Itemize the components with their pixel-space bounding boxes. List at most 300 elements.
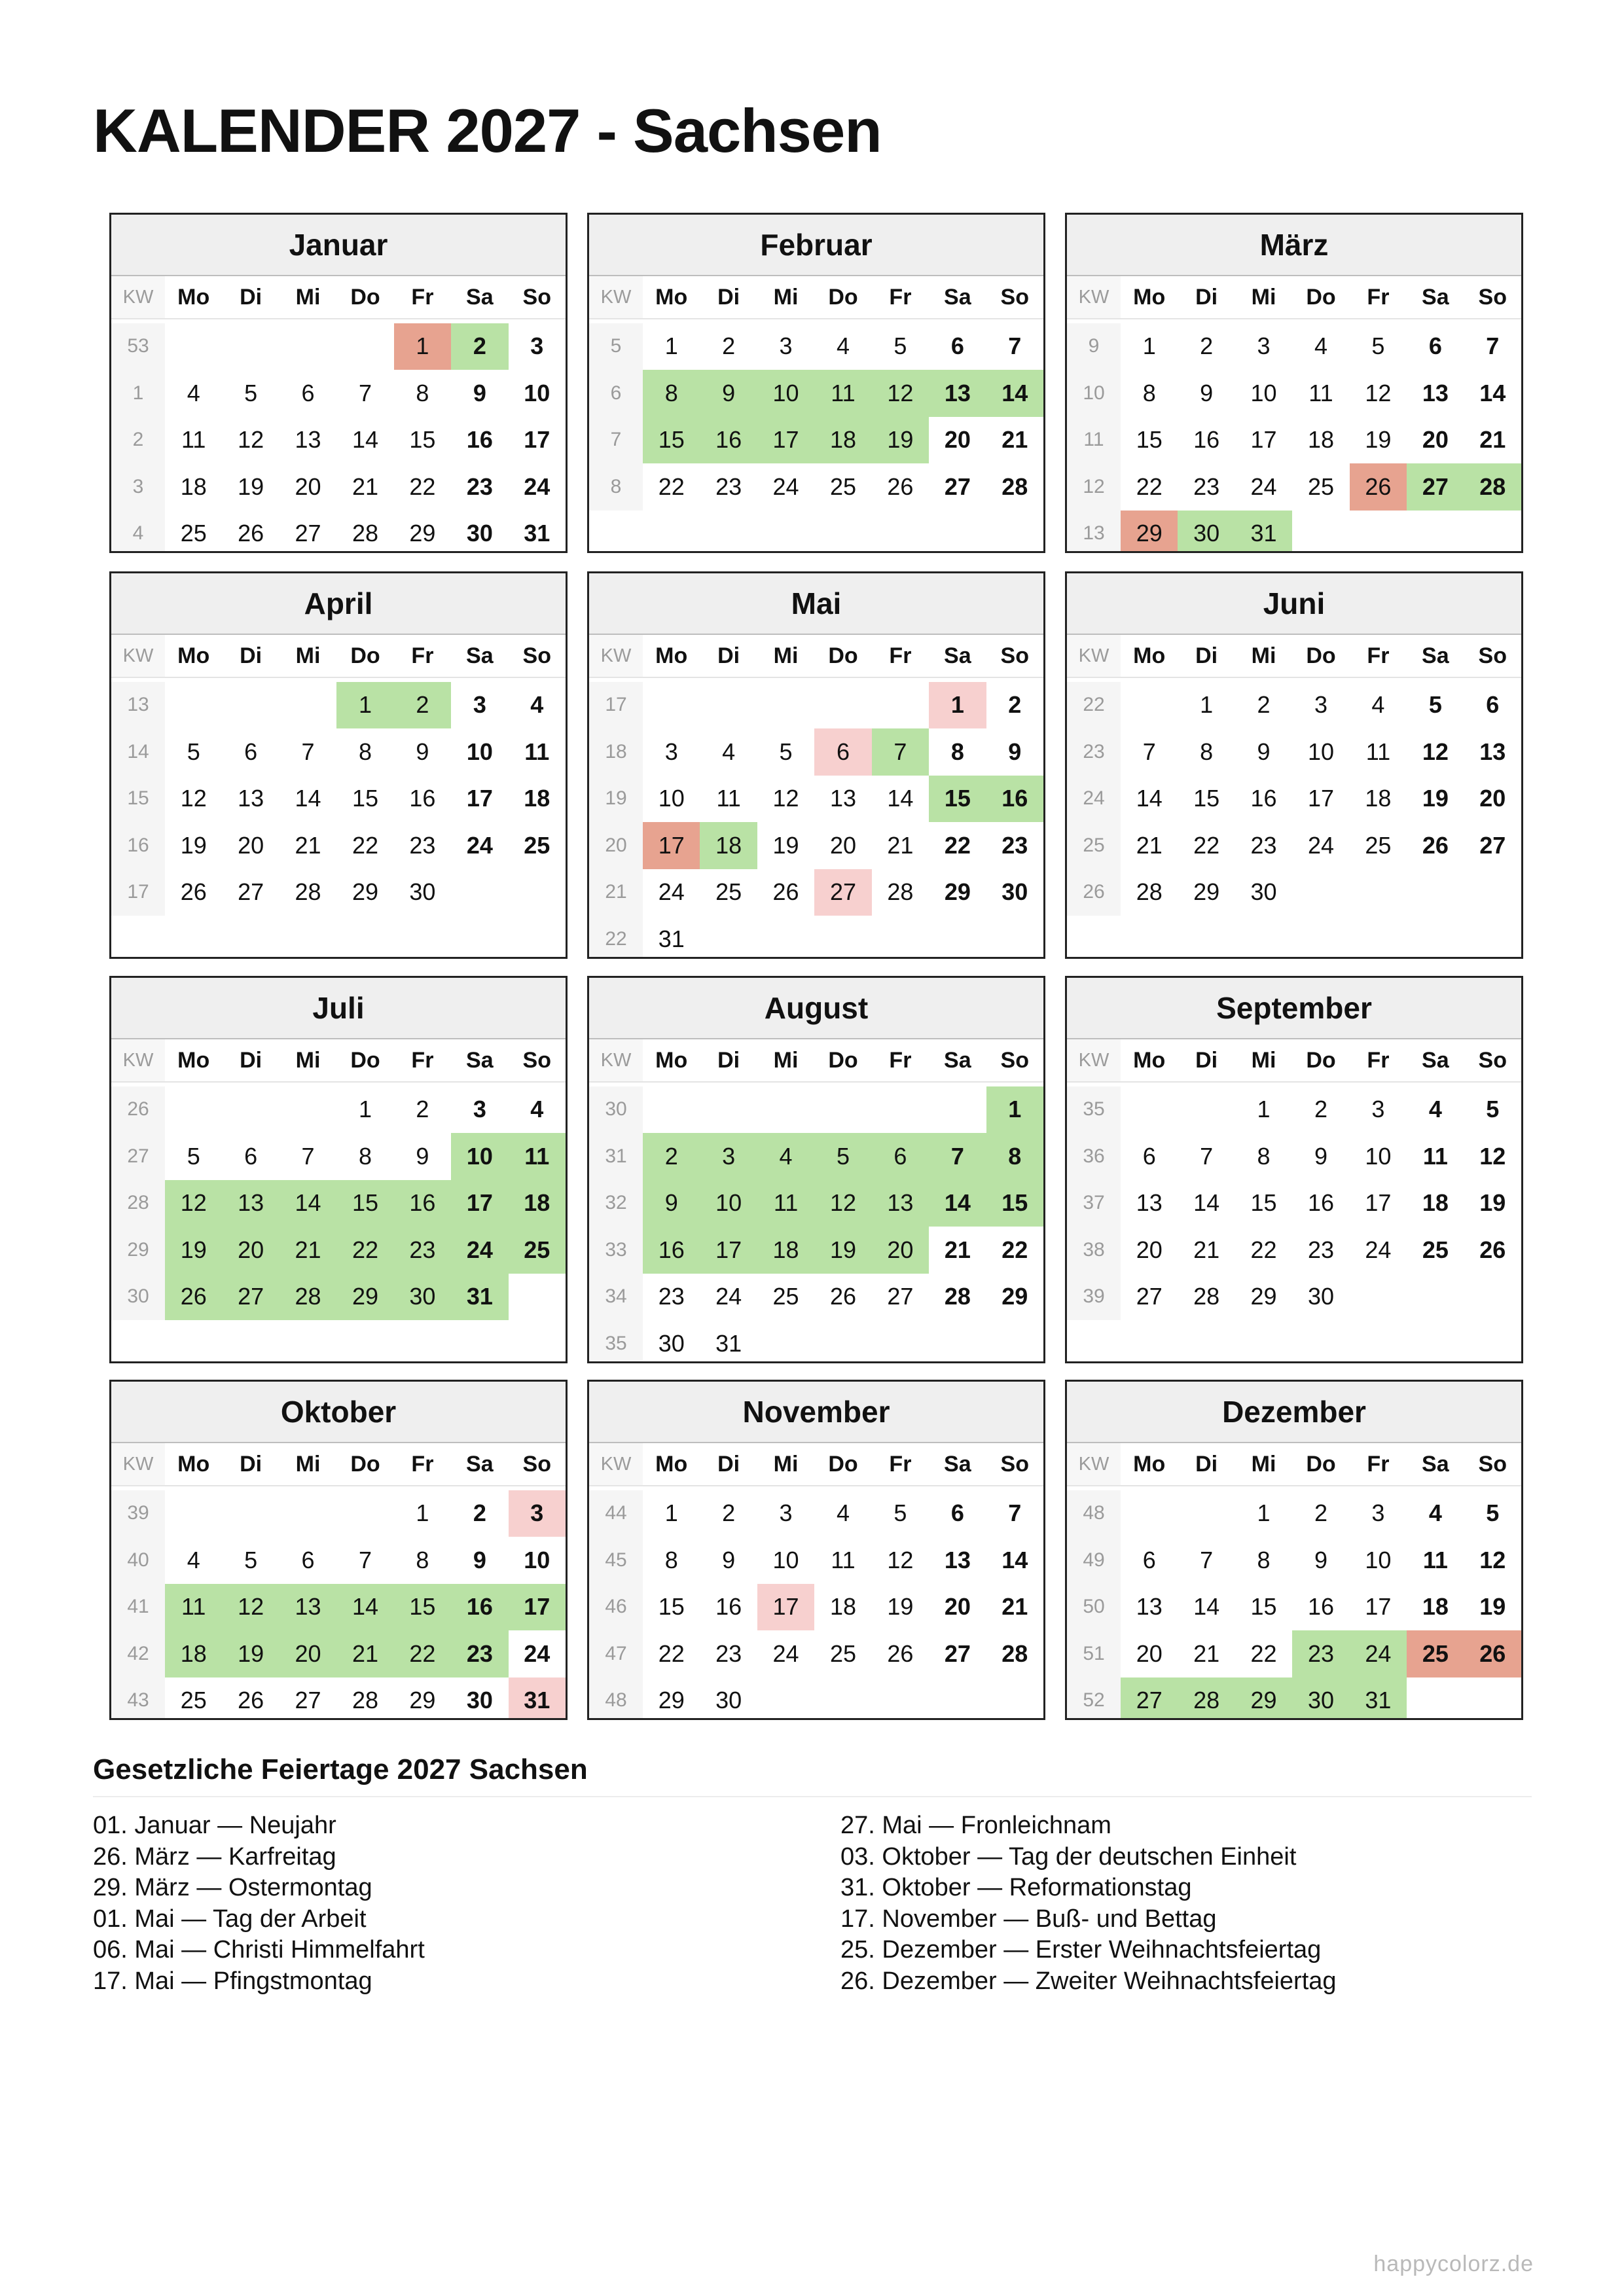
day-cell: 18 <box>700 822 757 869</box>
day-cell: 20 <box>944 1593 971 1621</box>
day-cell: 29 <box>944 878 971 906</box>
week-number: 13 <box>111 682 165 729</box>
day-cell: 5 <box>814 1133 871 1180</box>
day-cell: 24 <box>715 1283 742 1310</box>
day-cell: 17 <box>1250 426 1277 454</box>
day-cell: 22 <box>1250 1640 1277 1667</box>
day-cell: 25 <box>829 1640 857 1667</box>
day-cell: 31 <box>509 1677 566 1721</box>
week-number: 11 <box>1067 417 1121 464</box>
day-cell: 17 <box>524 426 550 454</box>
week-number: 44 <box>589 1490 643 1537</box>
day-cell: 20 <box>829 831 857 859</box>
day-cell: 15 <box>336 1180 393 1227</box>
empty-cell <box>757 1677 814 1721</box>
weekday-header: Di <box>222 1443 279 1486</box>
week-number: 39 <box>111 1490 165 1537</box>
weekday-header: Sa <box>929 635 986 678</box>
weekday-header: Mo <box>643 1443 700 1486</box>
day-cell: 5 <box>893 332 907 360</box>
day-cell: 27 <box>295 520 321 547</box>
week-number: 41 <box>111 1584 165 1631</box>
weekday-header: Di <box>222 1039 279 1083</box>
holiday-item: 03. Oktober — Tag der deutschen Einheit <box>840 1842 1297 1871</box>
weekday-header: Fr <box>872 1039 929 1083</box>
day-cell: 19 <box>1479 1593 1506 1621</box>
weekday-header: Fr <box>394 1443 451 1486</box>
empty-cell <box>1121 1086 1178 1134</box>
empty-cell <box>929 1320 986 1363</box>
divider <box>93 1796 1532 1797</box>
weekday-header: So <box>509 1443 566 1486</box>
weekday-header: Do <box>814 635 871 678</box>
day-cell: 14 <box>1193 1593 1220 1621</box>
week-number: 35 <box>1067 1086 1121 1134</box>
day-cell: 11 <box>831 1546 856 1573</box>
day-cell: 25 <box>509 1227 566 1274</box>
day-cell: 27 <box>1121 1677 1178 1721</box>
day-cell: 20 <box>1422 426 1449 454</box>
day-cell: 25 <box>772 1283 799 1310</box>
day-cell: 26 <box>772 878 799 906</box>
empty-cell <box>814 1320 871 1363</box>
day-cell: 17 <box>643 822 700 869</box>
month-title: März <box>1067 215 1521 276</box>
weekday-header: So <box>986 276 1043 319</box>
weekday-header: So <box>1464 1443 1521 1486</box>
weekday-header: Fr <box>394 1039 451 1083</box>
month-september <box>1065 976 1523 1363</box>
weekday-header: Mi <box>1235 635 1292 678</box>
day-cell: 15 <box>352 785 379 812</box>
week-number: 51 <box>1067 1630 1121 1677</box>
weekday-header: Mi <box>280 276 336 319</box>
day-cell: 10 <box>524 379 550 406</box>
day-cell: 5 <box>244 379 258 406</box>
day-cell: 20 <box>280 1630 336 1677</box>
day-cell: 25 <box>1307 473 1335 500</box>
day-cell: 11 <box>1308 379 1333 406</box>
weekday-header: Mo <box>165 1039 222 1083</box>
day-cell: 18 <box>524 785 550 812</box>
day-cell: 28 <box>1178 1677 1235 1721</box>
day-cell: 27 <box>1407 463 1464 511</box>
weekday-header: Fr <box>394 635 451 678</box>
empty-cell <box>1350 869 1407 916</box>
empty-cell <box>757 1320 814 1363</box>
day-cell: 22 <box>352 831 379 859</box>
week-number: 29 <box>111 1227 165 1274</box>
empty-cell <box>986 1320 1043 1363</box>
day-cell: 11 <box>814 370 871 417</box>
month-days-grid <box>111 1039 566 1320</box>
week-number: 48 <box>1067 1490 1121 1537</box>
week-number-header: KW <box>589 1039 643 1083</box>
day-cell: 12 <box>1365 379 1392 406</box>
weekday-header: Sa <box>451 635 508 678</box>
weekday-header: Di <box>1178 276 1235 319</box>
day-cell: 30 <box>715 1687 742 1714</box>
day-cell: 31 <box>451 1274 508 1321</box>
month-august <box>587 976 1045 1363</box>
week-number: 8 <box>589 463 643 511</box>
week-number: 12 <box>1067 463 1121 511</box>
day-cell: 17 <box>1365 1189 1392 1217</box>
day-cell: 26 <box>238 520 264 547</box>
empty-cell <box>1464 511 1521 554</box>
day-cell: 1 <box>416 1499 429 1527</box>
week-number: 47 <box>589 1630 643 1677</box>
day-cell: 24 <box>524 473 550 500</box>
day-cell: 29 <box>1001 1283 1028 1310</box>
weekday-header: Fr <box>1350 1039 1407 1083</box>
month-juni <box>1065 571 1523 959</box>
month-days-grid <box>1067 1443 1521 1720</box>
day-cell: 2 <box>416 1096 429 1123</box>
week-number: 19 <box>589 776 643 823</box>
day-cell: 21 <box>280 1227 336 1274</box>
empty-cell <box>1464 869 1521 916</box>
day-cell: 31 <box>1350 1677 1407 1721</box>
day-cell: 30 <box>658 1329 685 1357</box>
weekday-header: Mo <box>1121 1039 1178 1083</box>
day-cell: 2 <box>394 682 451 729</box>
day-cell: 8 <box>643 370 700 417</box>
day-cell: 21 <box>1001 1593 1028 1621</box>
day-cell: 14 <box>929 1180 986 1227</box>
day-cell: 21 <box>944 1236 971 1263</box>
day-cell: 5 <box>1428 691 1442 719</box>
weekday-header: Do <box>1292 635 1349 678</box>
week-number: 18 <box>589 728 643 776</box>
day-cell: 18 <box>757 1227 814 1274</box>
weekday-header: Mi <box>757 276 814 319</box>
day-cell: 29 <box>352 878 379 906</box>
day-cell: 8 <box>986 1133 1043 1180</box>
day-cell: 8 <box>358 738 372 765</box>
month-days-grid <box>589 635 1043 959</box>
empty-cell <box>165 1086 222 1134</box>
day-cell: 14 <box>986 370 1043 417</box>
day-cell: 25 <box>715 878 742 906</box>
weekday-header: Mo <box>643 276 700 319</box>
month-days-grid <box>111 1443 566 1720</box>
day-cell: 9 <box>722 1546 736 1573</box>
day-cell: 5 <box>1486 1096 1500 1123</box>
week-number: 20 <box>589 822 643 869</box>
day-cell: 5 <box>1486 1499 1500 1527</box>
empty-cell <box>872 682 929 729</box>
day-cell: 8 <box>416 1546 429 1573</box>
day-cell: 19 <box>222 1630 279 1677</box>
day-cell: 3 <box>1314 691 1327 719</box>
day-cell: 25 <box>180 1687 207 1714</box>
weekday-header: Sa <box>1407 1039 1464 1083</box>
day-cell: 9 <box>1257 738 1271 765</box>
day-cell: 21 <box>352 473 379 500</box>
empty-cell <box>814 916 871 959</box>
day-cell: 4 <box>530 691 544 719</box>
day-cell: 22 <box>1250 1236 1277 1263</box>
weekday-header: Mo <box>643 635 700 678</box>
empty-cell <box>814 1677 871 1721</box>
day-cell: 2 <box>1314 1096 1327 1123</box>
day-cell: 24 <box>524 1640 550 1667</box>
week-number-header: KW <box>111 635 165 678</box>
weekday-header: Sa <box>929 1443 986 1486</box>
day-cell: 20 <box>222 1227 279 1274</box>
empty-cell <box>509 869 566 916</box>
month-title: Dezember <box>1067 1382 1521 1443</box>
day-cell: 26 <box>829 1283 857 1310</box>
day-cell: 14 <box>1479 379 1506 406</box>
day-cell: 19 <box>238 473 264 500</box>
weekday-header: Mi <box>1235 276 1292 319</box>
day-cell: 1 <box>394 323 451 370</box>
day-cell: 17 <box>509 1584 566 1631</box>
empty-cell <box>643 682 700 729</box>
day-cell: 20 <box>1479 785 1506 812</box>
weekday-header: Di <box>700 1039 757 1083</box>
day-cell: 30 <box>1292 1677 1349 1721</box>
empty-cell <box>280 323 336 370</box>
weekday-header: Mi <box>280 1039 336 1083</box>
day-cell: 17 <box>700 1227 757 1274</box>
day-cell: 28 <box>295 878 321 906</box>
week-number: 39 <box>1067 1274 1121 1321</box>
day-cell: 21 <box>1193 1640 1220 1667</box>
day-cell: 29 <box>336 1274 393 1321</box>
month-februar <box>587 213 1045 553</box>
weekday-header: So <box>509 635 566 678</box>
holiday-item: 01. Januar — Neujahr <box>93 1812 336 1839</box>
day-cell: 2 <box>473 1499 486 1527</box>
month-januar <box>109 213 568 553</box>
day-cell: 27 <box>1136 1283 1163 1310</box>
empty-cell <box>336 323 393 370</box>
day-cell: 10 <box>1250 379 1277 406</box>
day-cell: 11 <box>524 738 550 765</box>
day-cell: 1 <box>1257 1499 1271 1527</box>
week-number-header: KW <box>1067 635 1121 678</box>
week-number: 42 <box>111 1630 165 1677</box>
day-cell: 30 <box>1001 878 1028 906</box>
day-cell: 30 <box>1307 1283 1335 1310</box>
weekday-header: Mo <box>643 1039 700 1083</box>
empty-cell <box>700 916 757 959</box>
day-cell: 15 <box>929 776 986 823</box>
empty-cell <box>451 869 508 916</box>
day-cell: 14 <box>1193 1189 1220 1217</box>
day-cell: 24 <box>1307 831 1335 859</box>
day-cell: 7 <box>1008 1499 1022 1527</box>
weekday-header: So <box>509 1039 566 1083</box>
month-title: Oktober <box>111 1382 566 1443</box>
empty-cell <box>222 682 279 729</box>
day-cell: 1 <box>336 682 393 729</box>
day-cell: 26 <box>1422 831 1449 859</box>
day-cell: 26 <box>238 1687 264 1714</box>
day-cell: 26 <box>887 1640 914 1667</box>
day-cell: 9 <box>1200 379 1214 406</box>
day-cell: 24 <box>466 831 493 859</box>
empty-cell <box>986 1677 1043 1721</box>
month-juli <box>109 976 568 1363</box>
day-cell: 14 <box>887 785 914 812</box>
day-cell: 31 <box>524 520 550 547</box>
month-title: Juni <box>1067 573 1521 635</box>
day-cell: 7 <box>301 1142 315 1170</box>
day-cell: 28 <box>944 1283 971 1310</box>
empty-cell <box>222 1490 279 1537</box>
day-cell: 5 <box>1371 332 1385 360</box>
day-cell: 27 <box>295 1687 321 1714</box>
day-cell: 21 <box>1001 426 1028 454</box>
weekday-header: Do <box>1292 1039 1349 1083</box>
day-cell: 10 <box>658 785 685 812</box>
empty-cell <box>165 1490 222 1537</box>
week-number: 34 <box>589 1274 643 1321</box>
week-number: 25 <box>1067 822 1121 869</box>
day-cell: 7 <box>301 738 315 765</box>
weekday-header: Mo <box>165 635 222 678</box>
weekday-header: Do <box>336 276 393 319</box>
day-cell: 10 <box>1365 1546 1392 1573</box>
empty-cell <box>929 916 986 959</box>
day-cell: 1 <box>664 332 678 360</box>
day-cell: 15 <box>409 426 436 454</box>
week-number: 49 <box>1067 1537 1121 1584</box>
day-cell: 18 <box>1365 785 1392 812</box>
week-number: 35 <box>589 1320 643 1363</box>
day-cell: 14 <box>336 1584 393 1631</box>
empty-cell <box>872 1677 929 1721</box>
day-cell: 6 <box>244 738 258 765</box>
week-number: 43 <box>111 1677 165 1721</box>
weekday-header: Fr <box>872 635 929 678</box>
month-days-grid <box>1067 635 1521 916</box>
holiday-item: 17. November — Buß- und Bettag <box>840 1905 1217 1933</box>
day-cell: 5 <box>187 1142 200 1170</box>
day-cell: 23 <box>394 1227 451 1274</box>
day-cell: 16 <box>986 776 1043 823</box>
day-cell: 23 <box>409 831 436 859</box>
holiday-item: 27. Mai — Fronleichnam <box>840 1812 1111 1839</box>
weekday-header: Di <box>1178 635 1235 678</box>
day-cell: 4 <box>1428 1499 1442 1527</box>
day-cell: 8 <box>1142 379 1156 406</box>
day-cell: 18 <box>1307 426 1335 454</box>
weekday-header: Mo <box>1121 635 1178 678</box>
empty-cell <box>1407 1274 1464 1321</box>
week-number: 28 <box>111 1180 165 1227</box>
day-cell: 27 <box>944 473 971 500</box>
empty-cell <box>1407 1677 1464 1721</box>
empty-cell <box>757 1086 814 1134</box>
day-cell: 9 <box>416 738 429 765</box>
weekday-header: Mi <box>757 1443 814 1486</box>
weekday-header: Sa <box>929 1039 986 1083</box>
weekday-header: Di <box>700 276 757 319</box>
day-cell: 27 <box>238 878 264 906</box>
day-cell: 20 <box>1136 1640 1163 1667</box>
day-cell: 22 <box>1193 831 1220 859</box>
day-cell: 26 <box>1350 463 1407 511</box>
day-cell: 23 <box>466 473 493 500</box>
day-cell: 7 <box>358 1546 372 1573</box>
day-cell: 13 <box>829 785 857 812</box>
day-cell: 19 <box>887 1593 914 1621</box>
day-cell: 6 <box>1142 1142 1156 1170</box>
day-cell: 28 <box>1193 1283 1220 1310</box>
day-cell: 1 <box>1257 1096 1271 1123</box>
empty-cell <box>700 1086 757 1134</box>
weekday-header: Do <box>336 1443 393 1486</box>
day-cell: 5 <box>244 1546 258 1573</box>
day-cell: 16 <box>700 417 757 464</box>
week-number-header: KW <box>589 635 643 678</box>
day-cell: 13 <box>295 426 321 454</box>
day-cell: 15 <box>658 1593 685 1621</box>
day-cell: 27 <box>814 869 871 916</box>
week-number: 22 <box>1067 682 1121 729</box>
day-cell: 16 <box>1307 1189 1335 1217</box>
day-cell: 10 <box>451 1133 508 1180</box>
weekday-header: Mi <box>757 635 814 678</box>
day-cell: 7 <box>929 1133 986 1180</box>
empty-cell <box>929 1086 986 1134</box>
holidays-title: Gesetzliche Feiertage 2027 Sachsen <box>93 1753 588 1785</box>
weekday-header: Mi <box>757 1039 814 1083</box>
weekday-header: Di <box>700 1443 757 1486</box>
day-cell: 12 <box>222 1584 279 1631</box>
week-number: 50 <box>1067 1584 1121 1631</box>
day-cell: 8 <box>358 1142 372 1170</box>
weekday-header: Mi <box>280 635 336 678</box>
month-april <box>109 571 568 959</box>
week-number: 53 <box>111 323 165 370</box>
empty-cell <box>165 323 222 370</box>
weekday-header: Mo <box>1121 276 1178 319</box>
empty-cell <box>280 1086 336 1134</box>
day-cell: 18 <box>829 1593 857 1621</box>
empty-cell <box>814 682 871 729</box>
weekday-header: Do <box>814 276 871 319</box>
week-number: 14 <box>111 728 165 776</box>
day-cell: 25 <box>1365 831 1392 859</box>
week-number: 52 <box>1067 1677 1121 1721</box>
day-cell: 18 <box>165 1630 222 1677</box>
day-cell: 28 <box>1464 463 1521 511</box>
day-cell: 26 <box>165 1274 222 1321</box>
month-days-grid <box>589 1039 1043 1363</box>
day-cell: 10 <box>772 1546 799 1573</box>
month-title: November <box>589 1382 1043 1443</box>
holiday-item: 31. Oktober — Reformationstag <box>840 1874 1192 1901</box>
week-number: 13 <box>1067 511 1121 554</box>
weekday-header: Sa <box>451 1039 508 1083</box>
day-cell: 4 <box>836 1499 850 1527</box>
weekday-header: Fr <box>872 1443 929 1486</box>
day-cell: 18 <box>814 417 871 464</box>
weekday-header: Di <box>222 276 279 319</box>
day-cell: 15 <box>1193 785 1220 812</box>
day-cell: 4 <box>1314 332 1327 360</box>
day-cell: 28 <box>887 878 914 906</box>
week-number: 26 <box>111 1086 165 1134</box>
day-cell: 6 <box>872 1133 929 1180</box>
week-number: 37 <box>1067 1180 1121 1227</box>
